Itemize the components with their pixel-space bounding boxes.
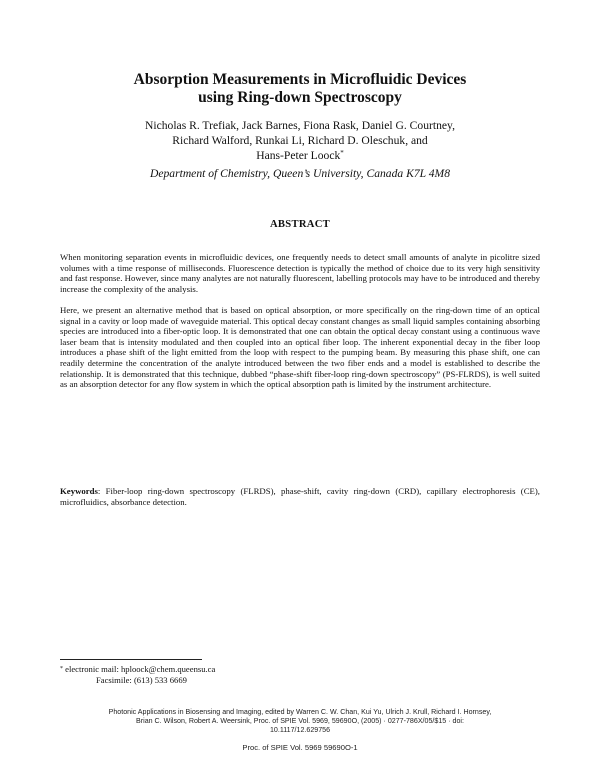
citation-line-2: Brian C. Wilson, Robert A. Weersink, Proc. of SPIE Vol. 5969, 59690O, (2005) · 0277-786X/05/$15 · doi: <box>136 717 464 725</box>
footnote <box>60 664 360 686</box>
footnote-email: electronic mail: hploock@chem.queensu.ca <box>63 664 216 674</box>
citation-block <box>80 708 520 735</box>
footnote-divider <box>60 659 202 660</box>
corresponding-author: Hans-Peter Loock <box>256 149 341 162</box>
footnote-email-line <box>60 664 360 675</box>
footnote-fax: Facsimile: (613) 533 6669 <box>96 675 187 686</box>
author-list <box>80 118 520 163</box>
title-line-2: using Ring-down Spectroscopy <box>198 89 402 106</box>
abstract-heading: ABSTRACT <box>269 219 331 230</box>
title-line-1: Absorption Measurements in Microfluidic Devices <box>133 71 467 88</box>
authors-line-3 <box>80 148 520 163</box>
keywords <box>60 486 540 507</box>
abstract-paragraph-1: When monitoring separation events in microfluidic devices, one frequently needs to detect small amounts of analyte in picolitre sized volumes with a time response of milliseconds. Fluorescence detection is typically the method of choice due to its very high sensitivity and fast response. However, since many analytes are not naturally fluorescent, labelling protocols may have to be introduced and thereby increase the complexity of the analysis. <box>60 252 540 294</box>
paper-title <box>60 71 540 107</box>
abstract-paragraph-2: Here, we present an alternative method that is based on optical absorption, or more specifically on the ring-down time of an optical signal in a cavity or loop made of waveguide material. This optical decay constant changes as small liquid samples containing absorbing species are introduced into a fiber-optic loop. It is demonstrated that one can obtain the optical decay constant using a continuous wave laser beam that is intensity modulated and then coupled into an optical fiber loop. The inherent exponential decay in the fiber loop introduces a phase shift of the light emitted from the loop with respect to the pumping beam. By measuring this phase shift, one can readily determine the concentration of the analyte introduced between the two fiber ends and a model is established to describe the relationship. It is demonstrated that this technique, dubbed “phase-shift fiber-loop ring-down spectroscopy” (PS-FLRDS), is well suited as an absorption detector for any flow system in which the optical absorption path is limited by the instrument architecture. <box>60 305 540 390</box>
page-number: Proc. of SPIE Vol. 5969 59690O-1 <box>242 743 358 752</box>
authors-line-1: Nicholas R. Trefiak, Jack Barnes, Fiona Rask, Daniel G. Courtney, <box>145 119 455 132</box>
affiliation: Department of Chemistry, Queen’s University, Canada K7L 4M8 <box>149 167 451 180</box>
authors-line-2: Richard Walford, Runkai Li, Richard D. Oleschuk, and <box>172 134 428 147</box>
author-footnote-mark: * <box>340 149 344 157</box>
keywords-text: : Fiber-loop ring-down spectroscopy (FLRDS), phase-shift, cavity ring-down (CRD), capillary electrophoresis (CE), microfluidics, absorbance detection. <box>60 486 540 507</box>
keywords-label: Keywords <box>60 486 98 496</box>
citation-doi: 10.1117/12.629756 <box>269 726 331 734</box>
footnote-mark: * <box>60 666 63 672</box>
citation-line-1: Photonic Applications in Biosensing and Imaging, edited by Warren C. W. Chan, Kui Yu, Ulrich J. Krull, Richard I. Hornsey, <box>108 708 492 716</box>
